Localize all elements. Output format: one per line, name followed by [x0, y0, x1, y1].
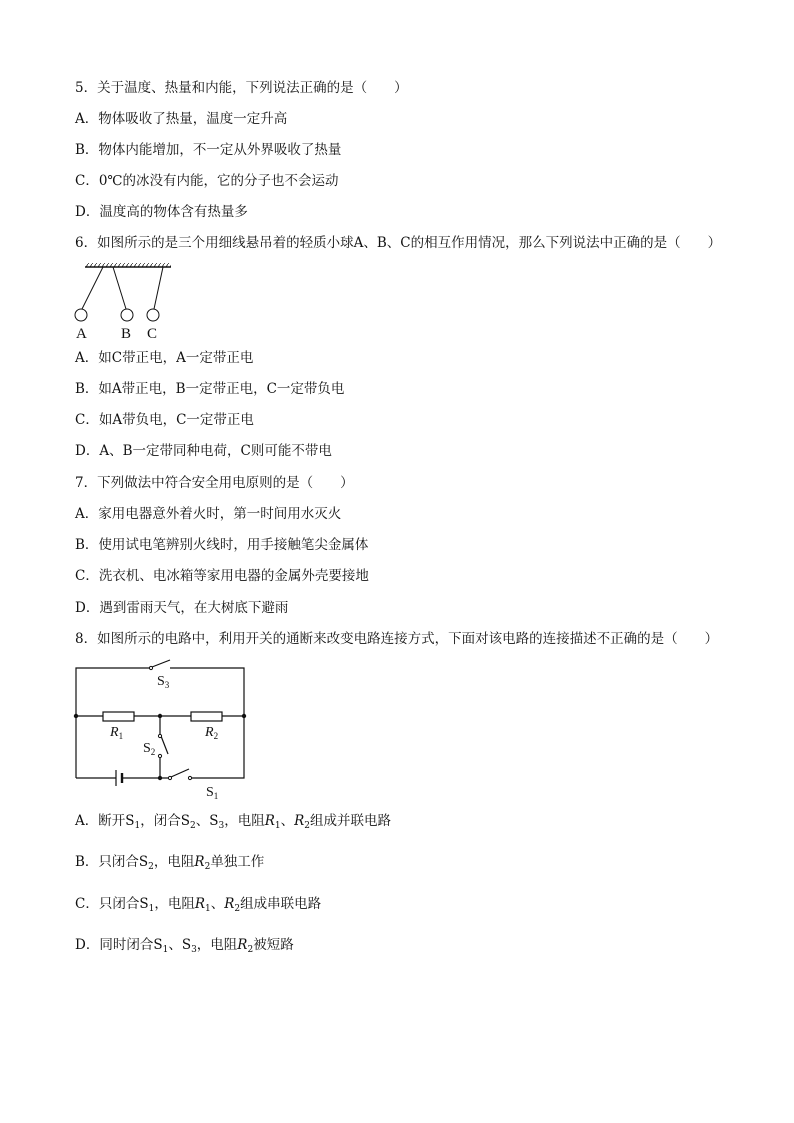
q8-battery — [116, 770, 122, 786]
q6-option-a: A．如C带正电，A一定带正电 — [75, 350, 254, 366]
q6-ball-a — [75, 309, 87, 321]
q8-switch-s1 — [168, 776, 171, 779]
q7-option-a: A．家用电器意外着火时，第一时间用水灭火 — [75, 506, 342, 522]
q8-label-r2: $R_2$ — [205, 725, 219, 741]
q8-label-s2: $S_2$ — [143, 741, 156, 757]
q6-thread-c — [154, 267, 163, 309]
q8-switch-s2 — [158, 754, 161, 757]
q8-option-b: B．只闭合$S_2$，电阻$R_2$单独工作 — [75, 854, 265, 872]
q8-switch-s3 — [149, 666, 152, 669]
q5-option-b: B．物体内能增加，不一定从外界吸收了热量 — [75, 142, 342, 158]
q8-option-c: C．只闭合$S_1$，电阻$R_1$、$R_2$组成串联电路 — [75, 896, 322, 914]
q8-resistor-r1 — [103, 712, 134, 721]
q5-option-d: D．温度高的物体含有热量多 — [75, 204, 248, 220]
q8-resistor-r2 — [191, 712, 222, 721]
q8-label-r1: $R_1$ — [110, 725, 124, 741]
q6-label-c: C — [147, 326, 158, 342]
q8-label-s1: $S_1$ — [206, 785, 219, 801]
q6-ball-c — [147, 309, 159, 321]
q8-label-s3: $S_3$ — [157, 674, 170, 690]
q6-option-b: B．如A带正电，B一定带正电，C一定带负电 — [75, 381, 345, 397]
q6-option-c: C．如A带负电，C一定带正电 — [75, 412, 254, 428]
q6-ceiling-support — [85, 263, 171, 267]
q5-stem: 5．关于温度、热量和内能，下列说法正确的是（ ） — [75, 80, 408, 96]
q7-option-d: D．遇到雷雨天气，在大树底下避雨 — [75, 600, 289, 616]
q5-option-a: A．物体吸收了热量，温度一定升高 — [75, 111, 288, 127]
q7-stem: 7．下列做法中符合安全用电原则的是（ ） — [75, 475, 354, 491]
q6-stem: 6．如图所示的是三个用细线悬吊着的轻质小球A、B、C的相互作用情况，那么下列说法中正确的是（ ） — [75, 235, 722, 251]
q8-option-a: A．断开$S_1$，闭合$S_2$、$S_3$，电阻$R_1$、$R_2$组成并联电路 — [75, 813, 392, 831]
q6-label-b: B — [121, 326, 132, 342]
q6-thread-a — [82, 267, 103, 309]
q6-ball-b — [121, 309, 133, 321]
q8-option-d: D．同时闭合$S_1$、$S_3$，电阻$R_2$被短路 — [75, 937, 294, 955]
q6-option-d: D．A、B一定带同种电荷，C则可能不带电 — [75, 443, 332, 459]
q5-option-c: C．0℃的冰没有内能，它的分子也不会运动 — [75, 173, 339, 189]
q7-option-c: C．洗衣机、电冰箱等家用电器的金属外壳要接地 — [75, 568, 369, 584]
q6-thread-b — [113, 267, 126, 309]
q7-option-b: B．使用试电笔辨别火线时，用手接触笔尖金属体 — [75, 537, 369, 553]
q6-label-a: A — [76, 326, 87, 342]
q8-stem: 8．如图所示的电路中，利用开关的通断来改变电路连接方式，下面对该电路的连接描述不正确的是（ ） — [75, 631, 719, 647]
